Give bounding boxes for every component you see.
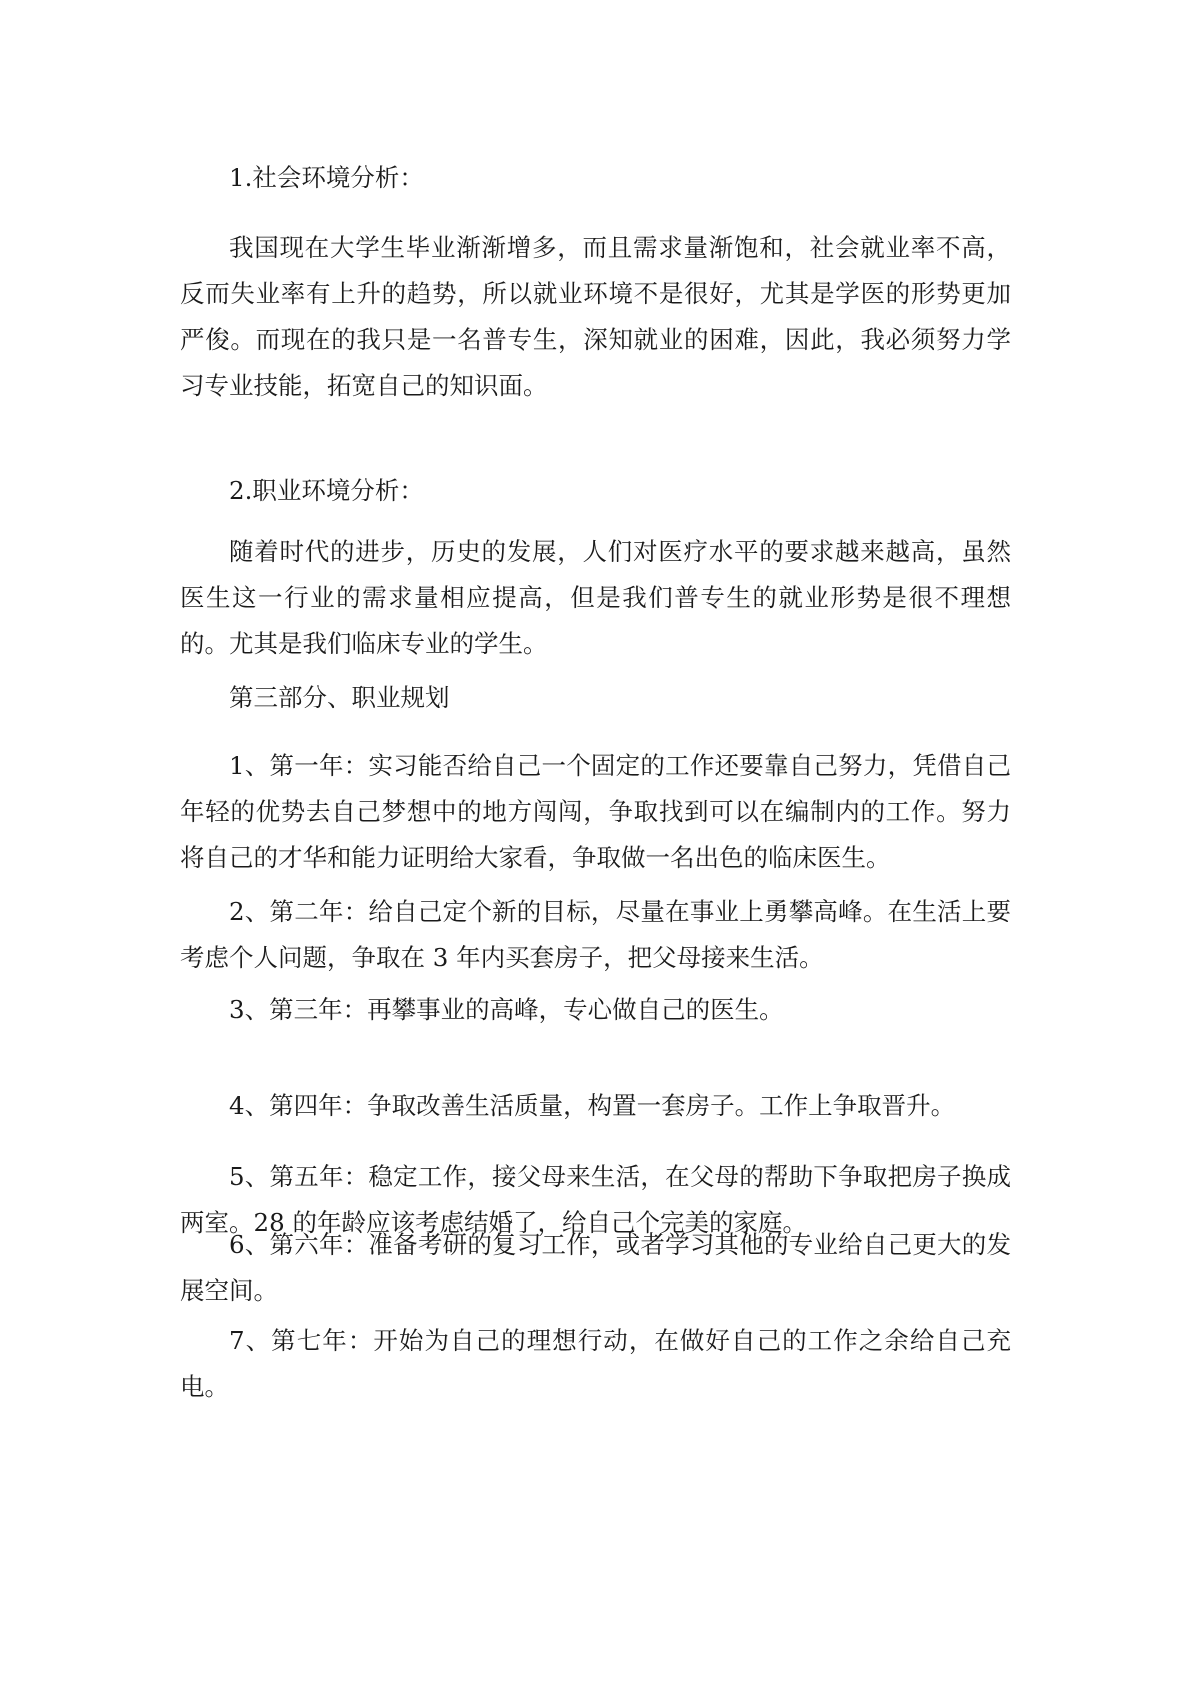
- plan-item-year-6: 6、第六年：准备考研的复习工作，或者学习其他的专业给自己更大的发展空间。: [180, 1230, 1011, 1305]
- plan-item-year-5: 5、第五年：稳定工作，接父母来生活，在父母的帮助下争取把房子换成两室。28 的年龄应该考虑结婚了，给自己个完美的家庭。: [180, 1162, 1011, 1237]
- plan-item-year-3: 3、第三年：再攀事业的高峰，专心做自己的医生。: [229, 995, 784, 1024]
- plan-item-year-4: 4、第四年：争取改善生活质量，构置一套房子。工作上争取晋升。: [229, 1091, 956, 1120]
- plan-item-year-1: 1、第一年：实习能否给自己一个固定的工作还要靠自己努力，凭借自己年轻的优势去自己梦想中的地方闯闯，争取找到可以在编制内的工作。努力将自己的才华和能力证明给大家看，争取做一名出色的临床医生。: [180, 751, 1011, 872]
- heading-career-environment: 2.职业环境分析：: [229, 476, 424, 505]
- heading-social-environment: 1.社会环境分析：: [229, 163, 424, 192]
- plan-item-year-7: 7、第七年：开始为自己的理想行动，在做好自己的工作之余给自己充电。: [180, 1326, 1011, 1401]
- plan-item-year-2: 2、第二年：给自己定个新的目标，尽量在事业上勇攀高峰。在生活上要考虑个人问题，争取在 3 年内买套房子，把父母接来生活。: [180, 897, 1011, 972]
- paragraph-career-environment: 随着时代的进步，历史的发展，人们对医疗水平的要求越来越高，虽然医生这一行业的需求量相应提高，但是我们普专生的就业形势是很不理想的。尤其是我们临床专业的学生。: [180, 537, 1011, 658]
- paragraph-social-environment: 我国现在大学生毕业渐渐增多，而且需求量渐饱和，社会就业率不高，反而失业率有上升的趋势，所以就业环境不是很好，尤其是学医的形势更加严俊。而现在的我只是一名普专生，深知就业的困难，因此，我必须努力学习专业技能，拓宽自己的知识面。: [180, 233, 1011, 400]
- section-heading-career-plan: 第三部分、职业规划: [229, 683, 450, 712]
